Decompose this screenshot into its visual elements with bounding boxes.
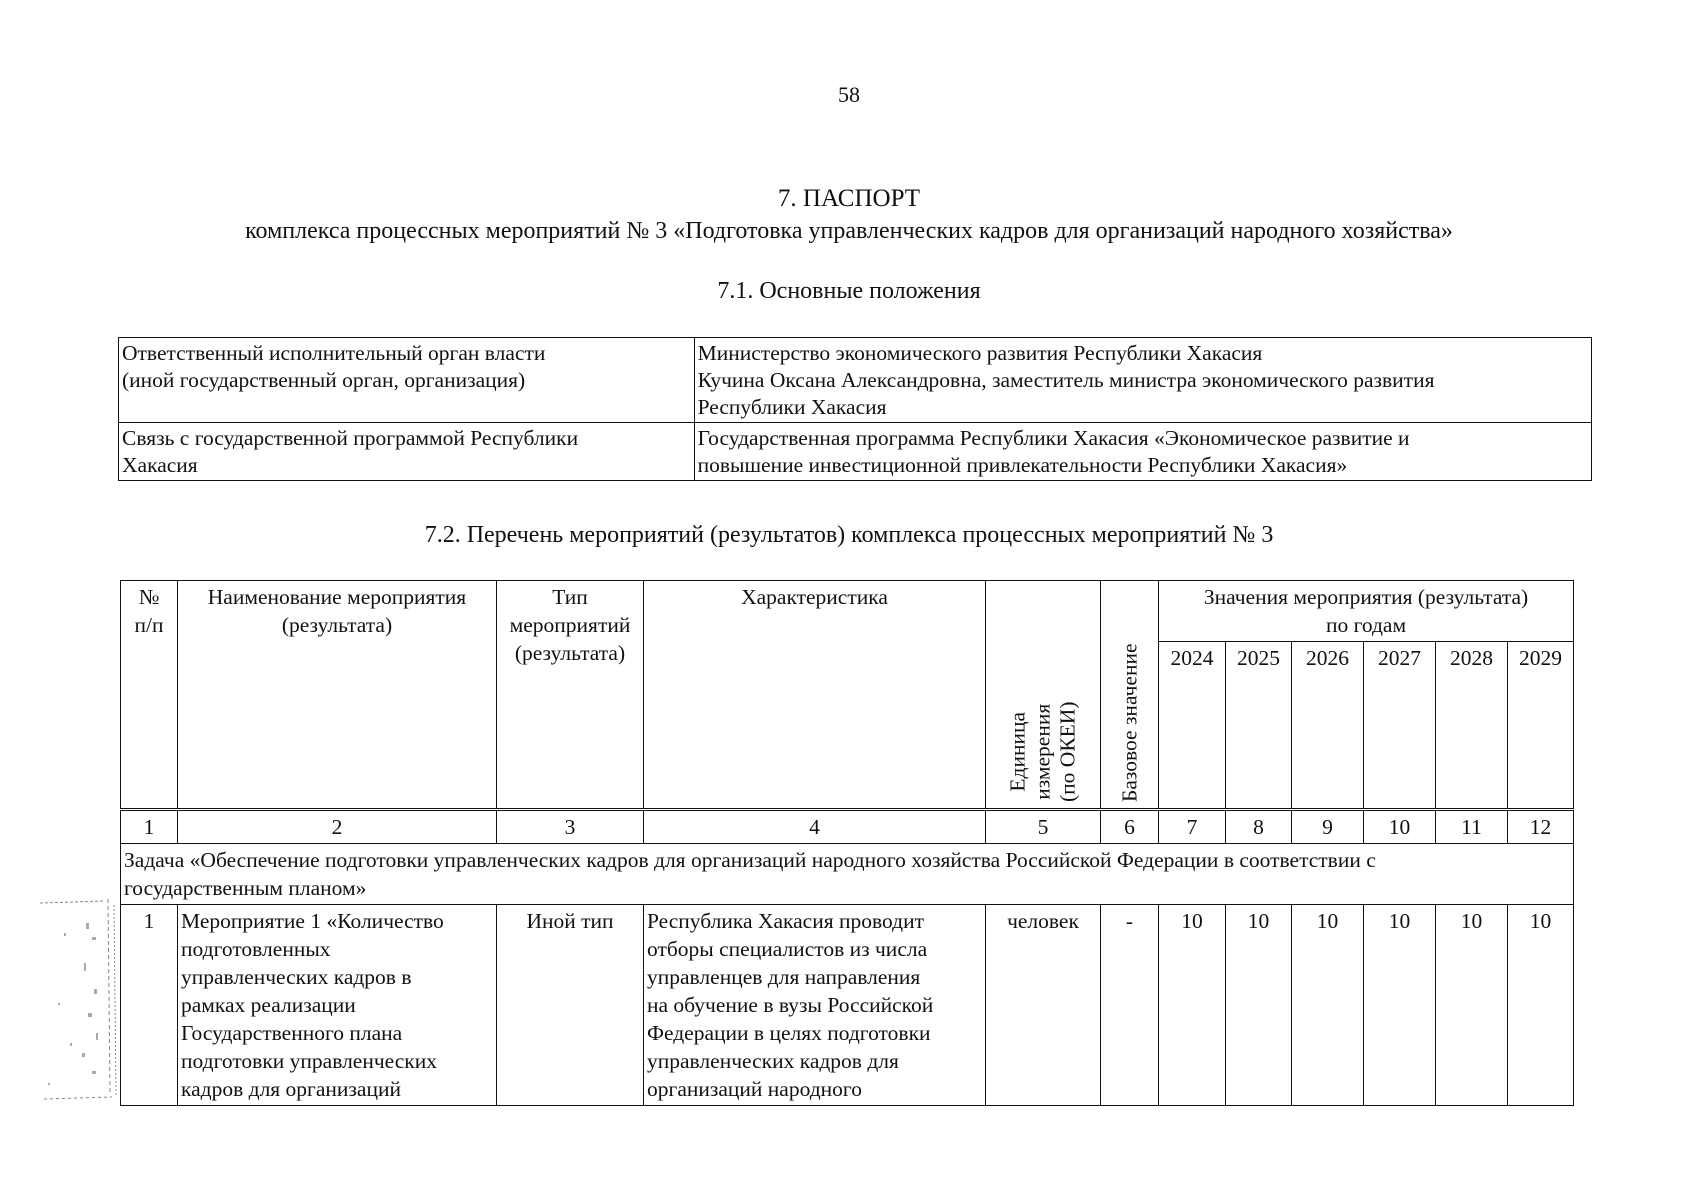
activity-value-2026: 10 xyxy=(1292,905,1364,1106)
row-num: 1 xyxy=(121,905,178,1106)
col-header-year: 2026 xyxy=(1292,642,1364,810)
column-number: 11 xyxy=(1436,810,1508,844)
header-row xyxy=(121,581,1574,642)
responsible-authority-label: Ответственный исполнительный орган власти (иной государственный орган, организация) xyxy=(119,338,695,423)
passport-title: 7. ПАСПОРТ xyxy=(777,185,921,212)
col-header-year: 2025 xyxy=(1226,642,1292,810)
col-header-base-value: Базовое значение xyxy=(1101,581,1159,810)
table-row xyxy=(121,905,1574,1106)
column-number: 1 xyxy=(121,810,178,844)
table-row xyxy=(119,338,1592,423)
column-number: 3 xyxy=(497,810,644,844)
column-number: 9 xyxy=(1292,810,1364,844)
section-71-title: 7.1. Основные положения xyxy=(717,278,981,304)
task-row xyxy=(121,844,1574,905)
state-program-link-value: Государственная программа Республики Хакасия «Экономическое развитие и повышение инвестиционной привлекательности Республики Хакасия» xyxy=(694,423,1591,481)
margin-stamp-mark xyxy=(34,893,120,1103)
passport-subtitle: комплекса процессных мероприятий № 3 «Подготовка управленческих кадров для организаций народного хозяйства» xyxy=(245,218,1453,244)
activity-value-2025: 10 xyxy=(1226,905,1292,1106)
col-header-characteristic: Характеристика xyxy=(644,581,986,810)
activity-characteristic: Республика Хакасия проводит отборы специалистов из числа управленцев для направления на обучение в вузы Российской Федерации в целях подготовки управленческих кадров для организаций народного xyxy=(644,905,986,1106)
column-number: 6 xyxy=(1101,810,1159,844)
main-provisions-table xyxy=(118,337,1592,481)
activity-value-2024: 10 xyxy=(1159,905,1226,1106)
col-header-year: 2029 xyxy=(1508,642,1574,810)
col-header-type: Тип мероприятий (результата) xyxy=(497,581,644,810)
responsible-authority-value: Министерство экономического развития Республики Хакасия Кучина Оксана Александровна, заместитель министра экономического развития Республики Хакасия xyxy=(694,338,1591,423)
activity-name: Мероприятие 1 «Количество подготовленных управленческих кадров в рамках реализации Государственного плана подготовки управленческих кадров для организаций xyxy=(178,905,497,1106)
task-text: Задача «Обеспечение подготовки управленческих кадров для организаций народного хозяйства Российской Федерации в соответствии с государственным планом» xyxy=(121,844,1574,905)
activity-value-2027: 10 xyxy=(1364,905,1436,1106)
activity-unit: человек xyxy=(986,905,1101,1106)
col-header-values-group: Значения мероприятия (результата) по годам xyxy=(1159,581,1574,642)
column-number: 10 xyxy=(1364,810,1436,844)
column-number: 8 xyxy=(1226,810,1292,844)
activity-base-value: - xyxy=(1101,905,1159,1106)
column-number: 12 xyxy=(1508,810,1574,844)
col-header-num: № п/п xyxy=(121,581,178,810)
activities-table xyxy=(120,580,1574,1106)
column-numbers-row xyxy=(121,810,1574,844)
table-row xyxy=(119,423,1592,481)
col-header-year: 2028 xyxy=(1436,642,1508,810)
column-number: 4 xyxy=(644,810,986,844)
col-header-unit: Единица измерения (по ОКЕИ) xyxy=(986,581,1101,810)
column-number: 7 xyxy=(1159,810,1226,844)
activity-value-2028: 10 xyxy=(1436,905,1508,1106)
state-program-link-label: Связь с государственной программой Республики Хакасия xyxy=(119,423,695,481)
activity-type: Иной тип xyxy=(497,905,644,1106)
activity-value-2029: 10 xyxy=(1508,905,1574,1106)
column-number: 2 xyxy=(178,810,497,844)
col-header-year: 2027 xyxy=(1364,642,1436,810)
col-header-year: 2024 xyxy=(1159,642,1226,810)
col-header-name: Наименование мероприятия (результата) xyxy=(178,581,497,810)
column-number: 5 xyxy=(986,810,1101,844)
section-72-title: 7.2. Перечень мероприятий (результатов) комплекса процессных мероприятий № 3 xyxy=(424,522,1274,548)
page-number: 58 xyxy=(838,82,860,107)
